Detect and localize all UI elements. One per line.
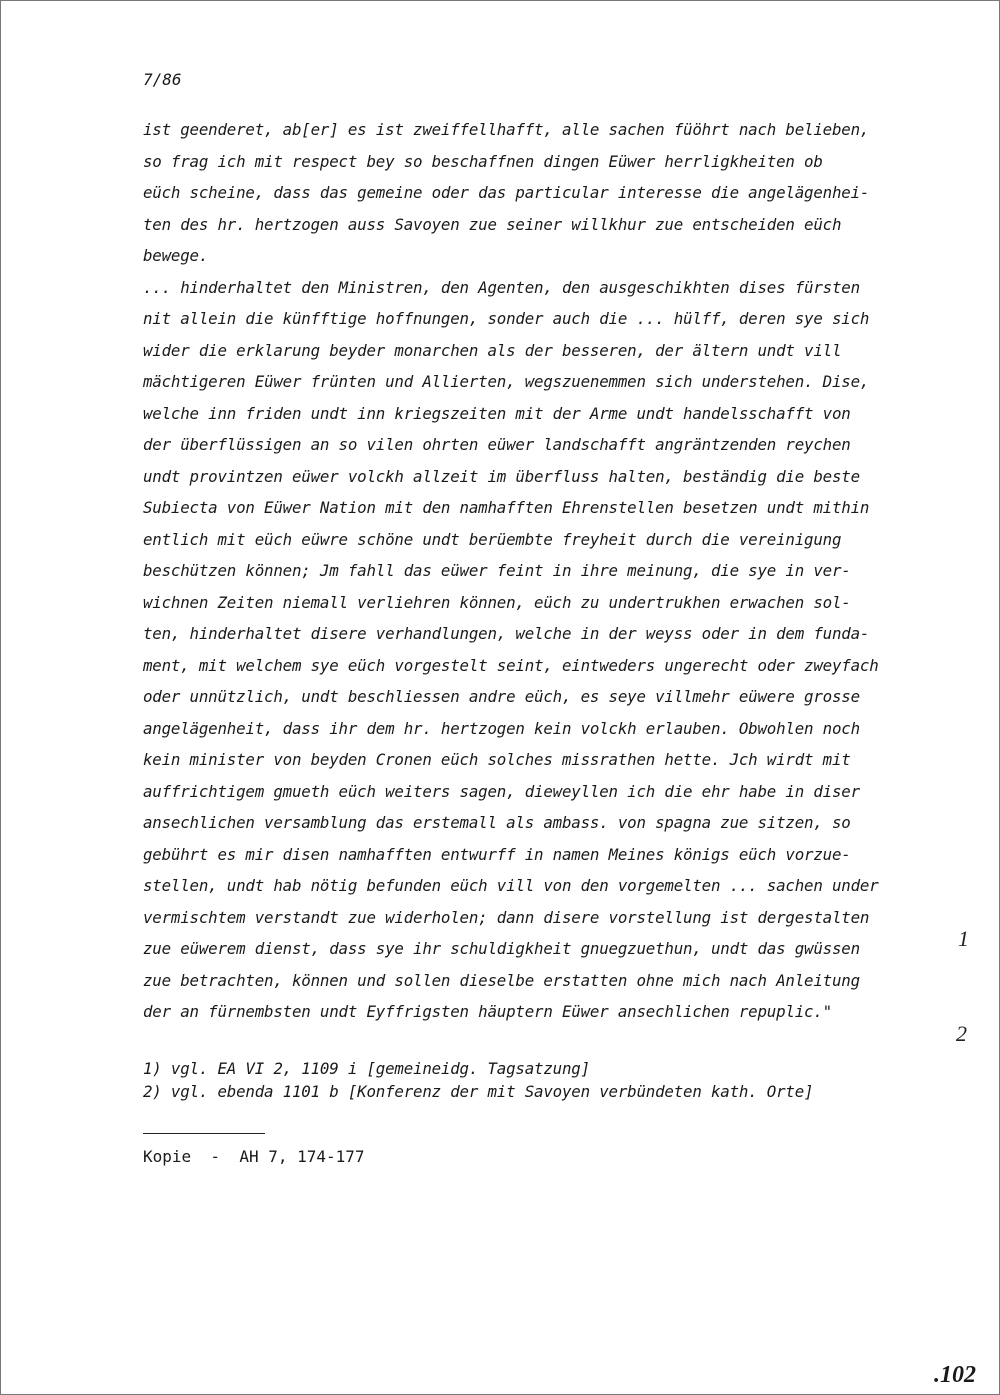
text-line: nit allein die künfftige hoffnungen, sonder auch die ... hülff, deren sye sich (143, 309, 870, 328)
text-line: beschützen können; Jm fahll das eüwer feint in ihre meinung, die sye in ver- (143, 561, 851, 580)
footnote: 1) vgl. EA VI 2, 1109 i [gemeineidg. Tagsatzung] (143, 1059, 590, 1078)
body-text (143, 114, 933, 1028)
text-line: wichnen Zeiten niemall verliehren können, eüch zu undertrukhen erwachen sol- (143, 592, 851, 612)
text-line: der an fürnembsten undt Eyffrigsten häuptern Eüwer ansechlichen repuplic." (143, 1002, 832, 1021)
footnotes (143, 1057, 813, 1103)
page-number: 7/86 (143, 70, 182, 89)
footnote: 2) vgl. ebenda 1101 b [Konferenz der mit Savoyen verbündeten kath. Orte] (143, 1082, 814, 1101)
text-line: ist geenderet, ab[er] es ist zweiffellhafft, alle sachen füöhrt nach belieben, (143, 120, 870, 139)
archive-number: .102 (934, 1362, 976, 1388)
text-line: auffrichtigem gmueth eüch weiters sagen, dieweyllen ich die ehr habe in diser (143, 781, 860, 801)
text-line: ansechlichen versamblung das erstemall als ambass. von spagna zue sitzen, so (143, 813, 851, 832)
text-line: angelägenheit, dass ihr dem hr. hertzogen kein volckh erlauben. Obwohlen noch (143, 718, 860, 738)
text-line: mächtigeren Eüwer frünten und Allierten, wegszuenemmen sich understehen. Dise, (143, 372, 870, 391)
text-line: undt provintzen eüwer volckh allzeit im überfluss halten, beständig die beste (143, 466, 860, 486)
text-line: stellen, undt hab nötig befunden eüch vill von den vorgemelten ... sachen under (143, 876, 879, 895)
margin-note-2: 2 (956, 1021, 967, 1046)
text-line: vermischtem verstandt zue widerholen; dann disere vorstellung ist dergestalten (143, 907, 870, 927)
text-line: zue eüwerem dienst, dass sye ihr schuldigkheit gnuegzuethun, undt das gwüssen (143, 939, 860, 958)
text-line: ten des hr. hertzogen auss Savoyen zue seiner willkhur zue entscheiden eüch (143, 214, 842, 234)
text-line: gebührt es mir disen namhafften entwurff in namen Meines königs eüch vorzue- (143, 844, 851, 864)
text-line: bewege. (143, 246, 209, 265)
margin-note-1: 1 (958, 926, 969, 951)
separator-rule (143, 1133, 265, 1134)
text-line: der überflüssigen an so vilen ohrten eüwer landschafft angräntzenden reychen (143, 435, 851, 454)
text-line: so frag ich mit respect bey so beschaffnen dingen Eüwer herrligkheiten ob (143, 151, 823, 171)
text-line: welche inn friden undt inn kriegszeiten mit der Arme undt handelsschafft von (143, 403, 851, 423)
text-line: ... hinderhaltet den Ministren, den Agenten, den ausgeschikhten dises fürsten (143, 277, 860, 297)
text-line: zue betrachten, können und sollen dieselbe erstatten ohne mich nach Anleitung (143, 970, 860, 990)
text-line: eüch scheine, dass das gemeine oder das particular interesse die angelägenhei- (143, 183, 870, 202)
text-line: wider die erklarung beyder monarchen als der besseren, der ältern undt vill (143, 340, 842, 360)
text-line: entlich mit eüch eüwre schöne undt berüembte freyheit durch die vereinigung (143, 529, 842, 549)
text-line: oder unnützlich, undt beschliessen andre eüch, es seye villmehr eüwere grosse (143, 687, 860, 706)
text-line: ment, mit welchem sye eüch vorgestelt seint, eintweders ungerecht oder zweyfach (143, 655, 879, 675)
source-reference: Kopie - AH 7, 174-177 (143, 1147, 365, 1166)
text-line: Subiecta von Eüwer Nation mit den namhafften Ehrenstellen besetzen undt mithin (143, 498, 870, 517)
text-line: kein minister von beyden Cronen eüch solches missrathen hette. Jch wirdt mit (143, 750, 851, 769)
text-line: ten, hinderhaltet disere verhandlungen, welche in der weyss oder in dem funda- (143, 624, 870, 643)
